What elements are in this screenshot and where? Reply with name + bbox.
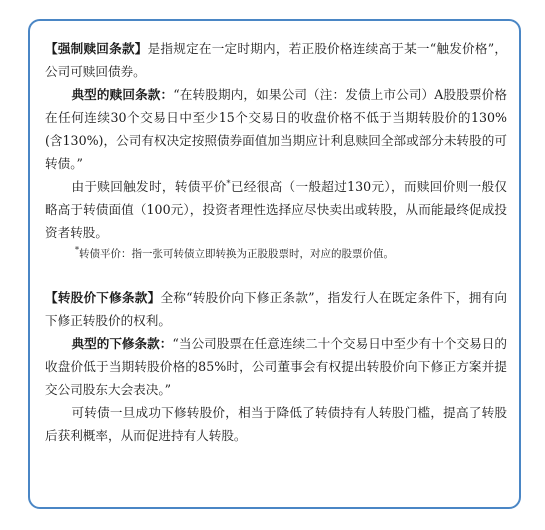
conversion-reset-definition bbox=[45, 286, 507, 332]
redemption-explanation-part2: 已经很高（一般超过130元），而赎回价则一般仅略高于转债面值（100元），投资者理性选择应尽快卖出或转股，从而能最终促成投资者转股。 bbox=[45, 179, 507, 240]
parity-footnote-marker: * bbox=[226, 178, 231, 188]
reset-example-label: 典型的下修条款： bbox=[71, 336, 173, 351]
redemption-explanation bbox=[45, 175, 507, 244]
conversion-reset-definition-text: 全称“转股价向下修正条款”，指发行人在既定条件下，拥有向下修正转股价的权利。 bbox=[45, 290, 507, 328]
redemption-example-label: 典型的赎回条款： bbox=[71, 87, 174, 102]
forced-redemption-definition-text: 是指规定在一定时期内，若正股价格连续高于某一“触发价格”，公司可赎回债券。 bbox=[45, 41, 507, 79]
parity-footnote-text: 转债平价：指一张可转债立即转换为正股股票时，对应的股票价值。 bbox=[79, 248, 394, 260]
reset-explanation-text: 可转债一旦成功下修转股价，相当于降低了转债持有人转股门槛，提高了转股后获利概率，从而促进持有人转股。 bbox=[45, 405, 507, 443]
forced-redemption-title: 【强制赎回条款】 bbox=[45, 41, 148, 56]
reset-clause-example bbox=[45, 332, 507, 401]
reset-explanation bbox=[45, 401, 507, 447]
section-spacer bbox=[45, 264, 507, 286]
parity-footnote bbox=[75, 244, 507, 264]
footnote-marker: * bbox=[75, 245, 79, 255]
redemption-example-text: “在转股期内，如果公司（注：发债上市公司）A股股票价格在任何连续30个交易日中至少15个交易日的收盘价格不低于当期转股价的130%(含130%)，公司有权决定按照债券面值加当期应计利息赎回全部或部分未转股的可转债。” bbox=[45, 87, 507, 171]
redemption-explanation-part1: 由于赎回触发时，转债平价 bbox=[71, 179, 227, 194]
conversion-reset-title: 【转股价下修条款】 bbox=[45, 290, 161, 305]
reset-example-text: “当公司股票在任意连续二十个交易日中至少有十个交易日的收盘价低于当期转股价格的85%时，公司董事会有权提出转股价向下修正方案并提交公司股东大会表决。” bbox=[45, 336, 507, 397]
forced-redemption-definition bbox=[45, 37, 507, 83]
redemption-clause-example bbox=[45, 83, 507, 175]
info-panel bbox=[28, 19, 521, 509]
